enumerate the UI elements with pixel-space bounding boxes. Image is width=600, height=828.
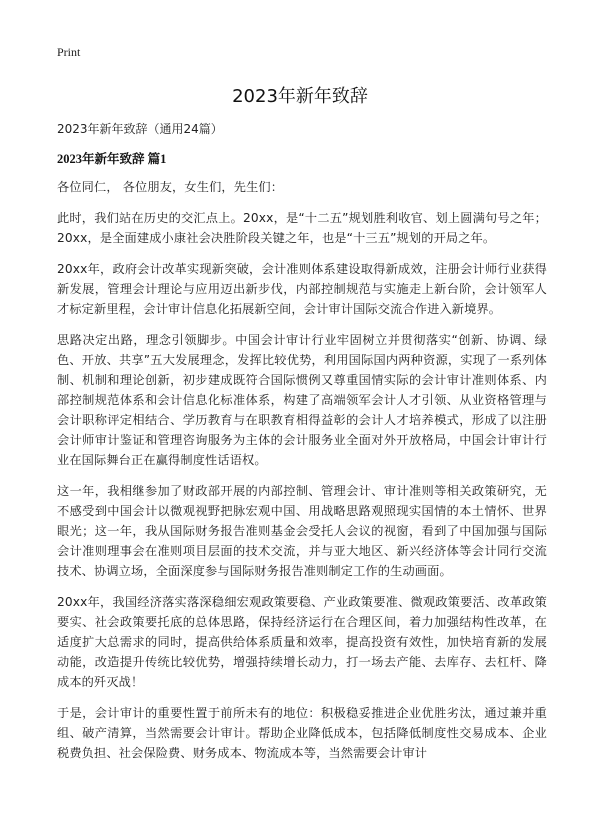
document-subtitle: 2023年新年致辞（通用24篇） bbox=[57, 122, 223, 136]
body-paragraph: 20xx年，政府会计改革实现新突破，会计准则体系建设取得新成效，注册会计师行业获得新发展，管理会计理论与应用迈出新步伐，内部控制规范与实施走上新台阶，会计领军人才标定新里程，会计审计信息化拓展新空间，会计审计国际交流合作进入新境界。 bbox=[57, 262, 547, 316]
print-link[interactable]: Print bbox=[57, 45, 81, 59]
greeting-paragraph: 各位同仁， 各位朋友，女生们，先生们： bbox=[57, 180, 284, 194]
body-paragraph: 思路决定出路，理念引领脚步。中国会计审计行业牢固树立并贯彻落实“创新、协调、绿色、开放、共享”五大发展理念，发挥比较优势，利用国际国内两种资源，实现了一系列体制、机制和理论创新，初步建成既符合国际惯例又尊重国情实际的会计审计准则体系、内部控制规范体系和会计信息化标准体系，构建了高端领军会计人才引领、从业资格管理与会计职称评定相结合、学历教育与在职教育相得益彰的会计人才培养模式，形成了以注册会计师审计鉴证和管理咨询服务为主体的会计服务业全面对外开放格局，中国会计审计行业在国际舞台正在赢得制度性话语权。 bbox=[57, 333, 547, 467]
document-title: 2023年新年致辞 bbox=[232, 86, 368, 107]
body-paragraph: 此时，我们站在历史的交汇点上。20xx，是“十二五”规划胜利收官、划上圆满句号之年；20xx，是全面建成小康社会决胜阶段关键之年，也是“十三五”规划的开局之年。 bbox=[57, 211, 547, 245]
body-paragraph: 20xx年，我国经济落实落深稳细宏观政策要稳、产业政策要准、微观政策要活、改革政策要实、社会政策要托底的总体思路，保持经济运行在合理区间，着力加强结构性改革，在适度扩大总需求的同时，提高供给体系质量和效率，提高投资有效性，加快培育新的发展动能，改造提升传统比较优势，增强持续增长动力，打一场去产能、去库存、去杠杆、降成本的歼灭战！ bbox=[57, 595, 547, 689]
body-paragraph: 于是，会计审计的重要性置于前所未有的地位：积极稳妥推进企业优胜劣汰，通过兼并重组、破产清算，当然需要会计审计。帮助企业降低成本，包括降低制度性交易成本、企业税费负担、社会保险费、财务成本、物流成本等，当然需要会计审计 bbox=[57, 706, 547, 760]
body-paragraph: 这一年，我相继参加了财政部开展的内部控制、管理会计、审计准则等相关政策研究，无不感受到中国会计以微观视野把脉宏观中国、用战略思路观照现实国情的本土情怀、世界眼光；这一年，我从国际财务报告准则基金会受托人会议的视窗，看到了中国加强与国际会计准则理事会在准则项目层面的技术交流，并与亚大地区、新兴经济体等会计同行交流技术、协调立场，全面深度参与国际财务报告准则制定工作的生动画面。 bbox=[57, 484, 547, 578]
document-body bbox=[57, 121, 547, 774]
section-heading: 2023年新年致辞 篇1 bbox=[57, 152, 167, 166]
